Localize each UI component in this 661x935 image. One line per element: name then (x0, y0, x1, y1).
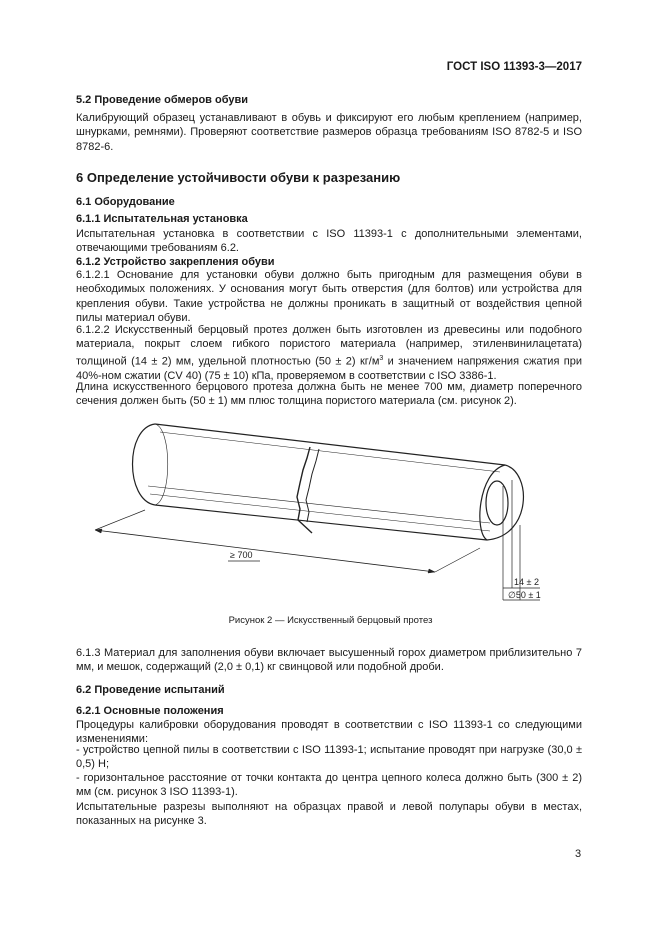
figure-2-caption: Рисунок 2 — Искусственный берцовый протез (228, 615, 433, 626)
thickness-dimension-label: 14 ± 2 (514, 577, 539, 587)
section-6-1-2-3-text: Длина искусственного берцового протеза должна быть не менее 700 мм, диаметр поперечного сечения должен быть (50 ± 1) мм плюс толщина пористого материала (см. рисунок 2). (76, 381, 582, 408)
section-6-1-2-2-part-a: 6.1.2.2 Искусственный берцовый протез должен быть изготовлен из древесины или подобного материала, покрыт слоем гибкого пористого материала (например, этиленвинилацетата) толщиной (14 ± 2) мм, удельной плотностью (50 ± 2) кг/м (76, 324, 582, 368)
section-5-2-text: Калибрующий образец устанавливают в обувь и фиксируют его любым креплением (например, шнурками, ремнями). Проверяют соответствие размеров образца требованиям ISO 8782-5 и ISO 8782-6. (76, 112, 582, 153)
cylinder-bottom-edge (155, 505, 487, 540)
length-dimension-line (95, 530, 435, 572)
page-number: 3 (575, 848, 582, 860)
section-6-1-2-title: 6.1.2 Устройство закрепления обуви (76, 256, 275, 268)
section-6-2-1-item-1: - устройство цепной пилы в соответствии с ISO 11393-1; испытание проводят при нагрузке (30,0 ± 0,5) Н; (76, 744, 582, 771)
section-6-title: 6 Определение устойчивости обуви к разрезанию (76, 170, 401, 185)
unit-superscript: 3 (379, 354, 384, 362)
cylinder-left-end-front (133, 424, 156, 505)
length-dimension-label: ≥ 700 (230, 550, 253, 560)
section-6-2-1-title: 6.2.1 Основные положения (76, 705, 224, 717)
section-6-1-3-text: 6.1.3 Материал для заполнения обуви включает высушенный горох диаметром приблизительно 7 мм, и мешок, содержащий (2,0 ± 0,1) кг свинцовой или подобной дроби. (76, 647, 582, 674)
section-6-2-1-item-2: - горизонтальное расстояние от точки контакта до центра цепного колеса должно быть (300 ± 2) мм (см. рисунок 3 ISO 11393-1). (76, 772, 582, 799)
section-6-2-title: 6.2 Проведение испытаний (76, 684, 225, 696)
section-6-2-1-outro: Испытательные разрезы выполняют на образцах правой и левой полупары обуви в местах, показанных на рисунке 3. (76, 801, 582, 828)
core-cross-section (486, 481, 508, 525)
section-6-1-2-2-part-b: и значением напряжения сжатия при 40%-ном сжатии (CV 40) (75 ± 10) кПа, проверяемом в соответствии с ISO 3386-1. (76, 355, 582, 382)
section-5-2-title: 5.2 Проведение обмеров обуви (76, 94, 248, 106)
section-6-2-1-intro: Процедуры калибровки оборудования проводят в соответствии с ISO 11393-1 со следующими изменениями: (76, 719, 582, 746)
section-6-1-1-title: 6.1.1 Испытательная установка (76, 213, 248, 225)
section-6-1-2-1-text: 6.1.2.1 Основание для установки обуви должно быть пригодным для размещения обуви в необходимых положениях. У основания могут быть отверстия (для болтов) или устройства для крепления обуви. Такие устройства не должны проникать в защитный от воздействия цепной пилы материал обуви. (76, 269, 582, 325)
document-id: ГОСТ ISO 11393-3—2017 (446, 61, 582, 73)
diameter-dimension-label: ∅50 ± 1 (508, 590, 541, 600)
cylinder-right-end (487, 465, 523, 540)
cylinder-top-edge (155, 424, 505, 465)
section-6-1-1-text: Испытательная установка в соответствии с ISO 11393-1 с дополнительными элементами, отвечающими требованиям 6.2. (76, 228, 582, 255)
section-6-1-title: 6.1 Оборудование (76, 196, 175, 208)
